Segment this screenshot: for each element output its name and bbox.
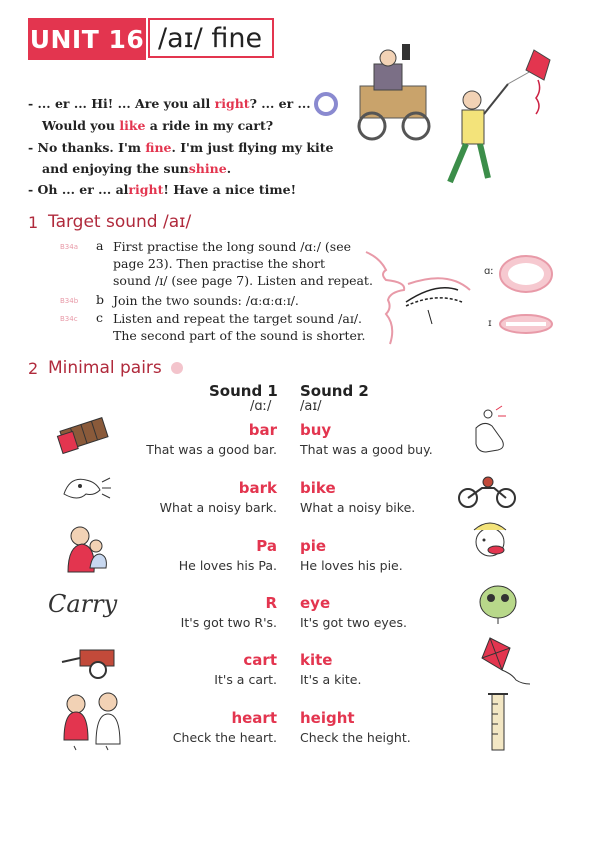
cart-icon xyxy=(60,640,126,680)
item-a-text: First practise the long sound /ɑː/ (see page 23). Then practise the short sound /ɪ/ (see page 7). Listen and repeat. xyxy=(113,239,373,288)
item-b-text: Join the two sounds: /ɑːɑːɑːɪ/. xyxy=(113,293,299,308)
mouth-label-open: ɑː xyxy=(484,266,494,277)
sound-1-sentence: That was a good bar. xyxy=(146,442,277,457)
item-letter: c xyxy=(96,310,104,325)
sound-2-sentence: It's a kite. xyxy=(300,672,362,687)
sound-2-sentence: That was a good buy. xyxy=(300,442,433,457)
doctor-checking-heart-icon xyxy=(54,690,136,752)
section-2-title: Minimal pairs xyxy=(48,358,162,378)
sound-1-word: heart xyxy=(231,709,277,727)
child-and-father-icon xyxy=(62,524,112,574)
section-2-number: 2 xyxy=(28,359,39,378)
dialogue-line-4: and enjoying the sunshine. xyxy=(42,161,232,176)
sound-2-sentence: Check the height. xyxy=(300,730,411,745)
dialogue-line-1: - ... er ... Hi! ... Are you all right? ... er ... xyxy=(28,96,311,111)
hand-buying-icon xyxy=(466,404,514,456)
dialogue-line-5: - Oh ... er ... alright! Have a nice time! xyxy=(28,182,297,197)
svg-text:Carry: Carry xyxy=(48,590,118,618)
sound-2-word: eye xyxy=(300,594,331,612)
mouth-label-spread: ɪ xyxy=(488,318,492,329)
sound-1-sentence: What a noisy bark. xyxy=(159,500,277,515)
sound-2-sentence: What a noisy bike. xyxy=(300,500,416,515)
sound-1-sentence: It's got two R's. xyxy=(180,615,277,630)
alien-eyes-icon xyxy=(476,582,520,626)
item-c-text: Listen and repeat the target sound /aɪ/. The second part of the sound is shorter. xyxy=(113,311,366,343)
sound-2-word: kite xyxy=(300,651,333,669)
unit-subtitle: /aɪ/ fine xyxy=(148,18,274,58)
sound-1-sentence: Check the heart. xyxy=(172,730,277,745)
motorbike-icon xyxy=(456,476,520,510)
sound-2-word: height xyxy=(300,709,355,727)
sound-1-ipa: /ɑː/ xyxy=(250,399,272,414)
sound-1-word: bark xyxy=(238,479,277,497)
item-letter: b xyxy=(96,292,105,307)
mouth-cross-section-diagram xyxy=(362,242,474,354)
sound-2-sentence: He loves his pie. xyxy=(300,558,403,573)
audio-track-label: B34c xyxy=(60,315,78,323)
item-letter: a xyxy=(96,238,104,253)
kite-flyer-illustration xyxy=(450,66,540,182)
unit-badge: UNIT 16 xyxy=(28,18,146,60)
sound-2-word: bike xyxy=(300,479,336,497)
sound-1-sentence: He loves his Pa. xyxy=(178,558,277,573)
sound-2-word: pie xyxy=(300,537,327,555)
sound-2-sentence: It's got two eyes. xyxy=(300,615,407,630)
boy-eating-pie-icon xyxy=(466,520,514,568)
handwritten-word-image xyxy=(46,584,126,628)
sound-1-word: Pa xyxy=(256,537,277,555)
chocolate-bar-icon xyxy=(56,412,112,456)
sound-1-word: bar xyxy=(248,421,277,439)
sound-1-sentence: It's a cart. xyxy=(214,672,277,687)
sound-1-word: R xyxy=(265,594,277,612)
dialogue-line-3: - No thanks. I'm fine. I'm just flying my kite xyxy=(28,140,334,155)
audio-track-label: B34a xyxy=(60,243,78,251)
cart-illustration xyxy=(359,44,429,139)
open-mouth-icon xyxy=(498,254,554,294)
audio-track-label: B34b xyxy=(60,297,79,305)
sound-2-header: Sound 2 xyxy=(300,382,369,400)
spread-mouth-icon xyxy=(498,312,554,336)
sound-2-word: buy xyxy=(300,421,332,439)
height-measure-icon xyxy=(486,690,510,754)
dialogue-line-2: Would you like a ride in my cart? xyxy=(42,118,274,133)
speaker-icon xyxy=(170,361,184,375)
section-1-number: 1 xyxy=(28,213,39,232)
kite-icon xyxy=(526,50,550,80)
section-1-title: Target sound /aɪ/ xyxy=(48,212,192,232)
kite-icon xyxy=(478,634,536,686)
sound-1-header: Sound 1 xyxy=(209,382,278,400)
barking-dog-icon xyxy=(58,468,112,508)
sound-1-word: cart xyxy=(243,651,277,669)
speech-swirl xyxy=(316,94,336,114)
sound-2-ipa: /aɪ/ xyxy=(300,399,322,414)
cart-and-kite-illustration xyxy=(312,44,582,194)
